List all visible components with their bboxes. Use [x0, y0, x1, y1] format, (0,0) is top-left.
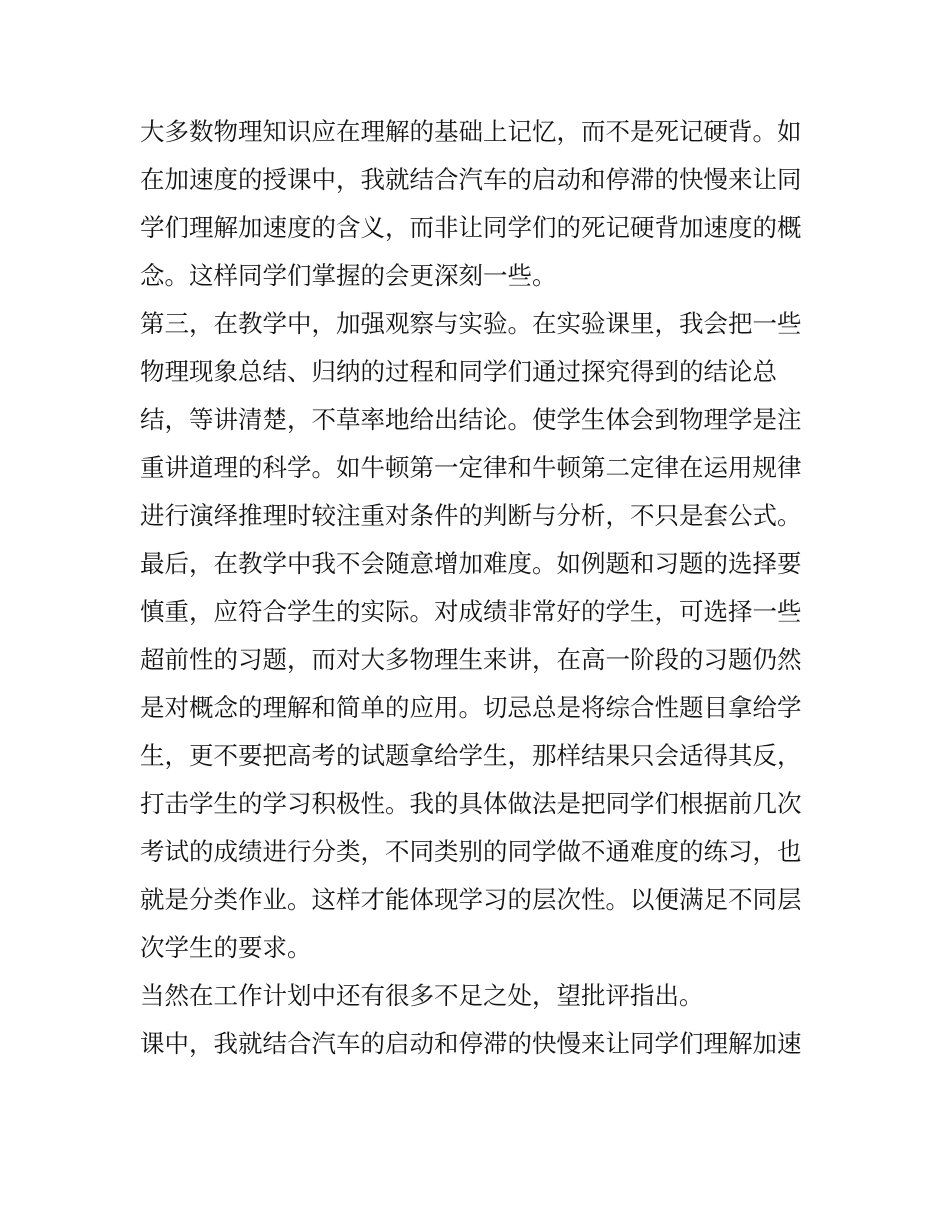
text-line: 最后，在教学中我不会随意增加难度。如例题和习题的选择要	[140, 549, 802, 578]
text-line: 当然在工作计划中还有很多不足之处，望批评指出。	[140, 981, 704, 1010]
text-line: 念。这样同学们掌握的会更深刻一些。	[140, 261, 557, 290]
text-line: 就是分类作业。这样才能体现学习的层次性。以便满足不同层	[140, 885, 802, 914]
text-line: 在加速度的授课中，我就结合汽车的启动和停滞的快慢来让同	[140, 165, 802, 194]
text-line: 大多数物理知识应在理解的基础上记忆，而不是死记硬背。如	[140, 117, 802, 146]
text-line: 慎重，应符合学生的实际。对成绩非常好的学生，可选择一些	[140, 597, 802, 626]
text-line: 生，更不要把高考的试题拿给学生，那样结果只会适得其反，	[140, 741, 802, 770]
text-line: 超前性的习题，而对大多物理生来讲，在高一阶段的习题仍然	[140, 645, 802, 674]
text-line: 重讲道理的科学。如牛顿第一定律和牛顿第二定律在运用规律	[140, 453, 802, 482]
text-line: 打击学生的学习积极性。我的具体做法是把同学们根据前几次	[140, 789, 802, 818]
text-line: 次学生的要求。	[140, 933, 312, 962]
text-line: 进行演绎推理时较注重对条件的判断与分析，不只是套公式。	[140, 501, 802, 530]
text-line: 学们理解加速度的含义，而非让同学们的死记硬背加速度的概	[140, 213, 802, 242]
text-line: 考试的成绩进行分类，不同类别的同学做不通难度的练习，也	[140, 837, 802, 866]
text-line: 物理现象总结、归纳的过程和同学们通过探究得到的结论总	[140, 357, 777, 386]
text-line: 结，等讲清楚，不草率地给出结论。使学生体会到物理学是注	[140, 405, 802, 434]
text-line: 是对概念的理解和简单的应用。切忌总是将综合性题目拿给学	[140, 693, 802, 722]
text-line: 第三，在教学中，加强观察与实验。在实验课里，我会把一些	[140, 309, 802, 338]
text-line: 课中，我就结合汽车的启动和停滞的快慢来让同学们理解加速	[140, 1029, 802, 1058]
body-text	[140, 108, 840, 1068]
